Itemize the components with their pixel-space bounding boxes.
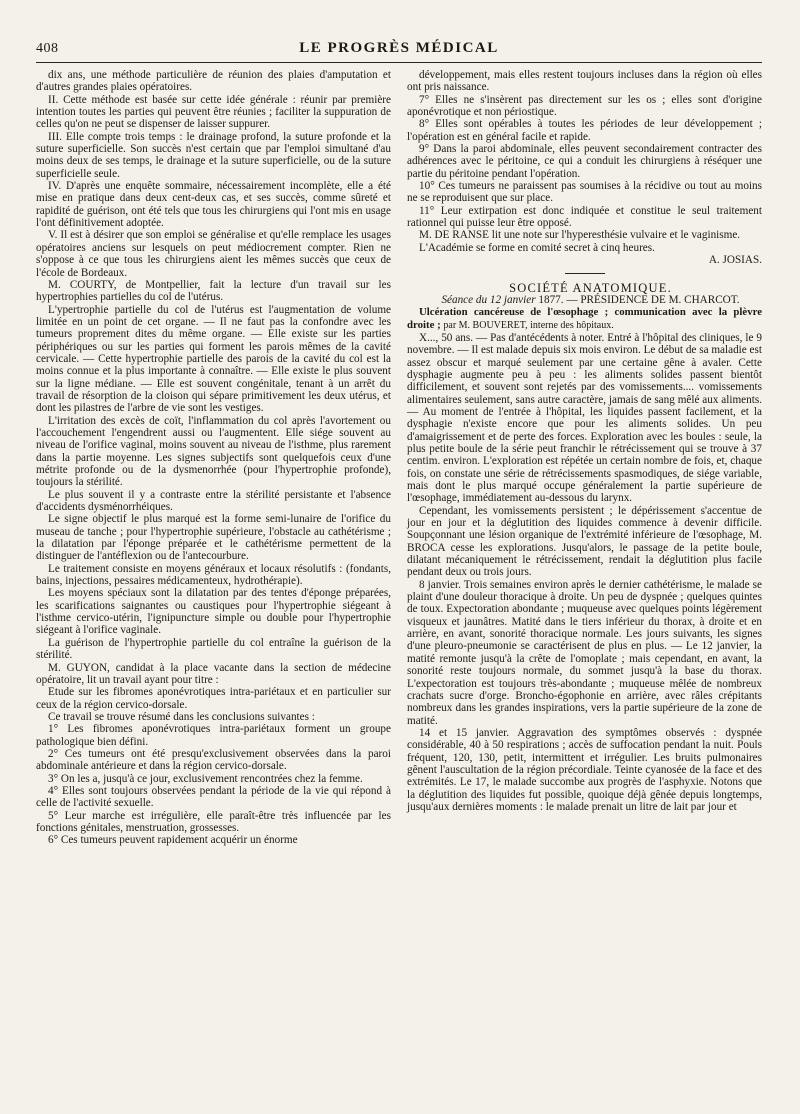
journal-title: LE PROGRÈS MÉDICAL — [299, 40, 499, 56]
right-column-case-report — [407, 332, 762, 813]
paragraph: 11° Leur extirpation est donc indiquée et constitue le seul traitement rationnel qui puisse leur être opposé. — [407, 204, 762, 230]
article-title — [407, 306, 762, 332]
paragraph: 14 et 15 janvier. Aggravation des symptômes observés : dyspnée considérable, 40 à 50 respirations ; accès de suffocation pendant la nuit. Pouls fréquent, 120, 130, petit, intermittent et irrégulier. Les bruits pulmonaires gênent l'auscultation de la région précordiale. Teinte cyanosée de la face et des extrémités. Le 17, le malade succombe aux progrès de l'asphyxie. Notons que la déglutition des liquides fut possible, quoique déjà gênée depuis longtemps, jusqu'aux dernières moments : le malade prenait un litre de lait par jour et — [407, 726, 762, 813]
paragraph: 2° Ces tumeurs ont été presqu'exclusivement observées dans la paroi abdominale antérieure et dans la région cervico-dorsale. — [36, 747, 391, 773]
paragraph: 9° Dans la paroi abdominale, elles peuvent secondairement contracter des adhérences avec le péritoine, ce qui a conduit les chirurgiens à réséquer une partie du péritoine pendant l'opération. — [407, 143, 762, 180]
paragraph: L'ypertrophie partielle du col de l'utérus est l'augmentation de volume limitée en un point de cet organe. — Il ne faut pas la confondre avec les tumeurs proprement dites du même organe. — Elle existe sur les parties périphériques ou sur les parties qui forment les parois mêmes de la cavité cervicale. — Cette hypertrophie partielle des parois de la cavité du col est la moins connue et la plus importante à connaître. — Elle existe le plus souvent sur la ligne médiane. — Elle est souvent congénitale, tenant à un arrêt du travail de résorption de la cloison qui sépare primitivement les deux utérus, et dont les pilastres de l'arbre de vie sont les vestiges. — [36, 303, 391, 415]
paragraph: II. Cette méthode est basée sur cette idée générale : réunir par première intention toutes les parties qui peuvent être réunies ; faciliter la suppuration de celles qu'on ne peut se dispenser de laisser suppurer. — [36, 93, 391, 131]
paragraph: Le plus souvent il y a contraste entre la stérilité persistante et l'absence d'accidents dysménorrhéiques. — [36, 488, 391, 514]
article-author: par M. BOUVERET, interne des hôpitaux. — [443, 319, 614, 331]
paragraph: IV. D'après une enquête sommaire, nécessairement incomplète, elle a été mise en pratique dans deux cent-deux cas, et ses succès, comme sûreté et rapidité de guérison, ont été tels que tous les chirurgiens qui l'ont mis en usage l'ont définitivement adoptée. — [36, 180, 391, 230]
paragraph: III. Elle compte trois temps : le drainage profond, la suture profonde et la suture superficielle. Son succès n'est certain que par l'emploi simultané d'au moins deux de ses temps, le drainage et la suture superficielle, ou de la suture superficielle seule. — [36, 130, 391, 180]
paragraph: 3° On les a, jusqu'à ce jour, exclusivement rencontrées chez la femme. — [48, 772, 363, 785]
paragraph: dix ans, une méthode particulière de réunion des plaies d'amputation et d'autres grandes plaies opératoires. — [36, 69, 391, 94]
paragraph: M. GUYON, candidat à la place vacante dans la section de médecine opératoire, lit un travail ayant pour titre : — [36, 661, 391, 686]
paragraph: développement, mais elles restent toujours incluses dans la région où elles ont pris naissance. — [407, 69, 762, 94]
page-number: 408 — [36, 41, 59, 56]
paragraph: 7° Elles ne s'insèrent pas directement sur les os ; elles sont d'origine aponévrotique et non périostique. — [407, 93, 762, 119]
paragraph: 5° Leur marche est irrégulière, elle paraît-être très influencée par les fonctions génitales, menstruation, grossesses. — [36, 809, 391, 834]
seance-date: Séance du 12 janvier — [441, 293, 536, 306]
right-column — [407, 69, 762, 1109]
paragraph: 8° Elles sont opérables à toutes les périodes de leur développement ; l'opération est en général facile et rapide. — [407, 118, 762, 143]
running-head — [36, 40, 762, 63]
section-title: SOCIÉTÉ ANATOMIQUE. — [509, 280, 672, 295]
paragraph: V. Il est à désirer que son emploi se généralise et qu'elle remplace les usages opératoires anciens sur lesquels on peut médiocrement compter. Rien ne s'oppose à ce que tous les chirurgiens aient les mêmes succès que ceux de l'école de Bordeaux. — [36, 229, 391, 279]
paragraph: Ce travail se trouve résumé dans les conclusions suivantes : — [48, 710, 315, 723]
paragraph: X..., 50 ans. — Pas d'antécédents à noter. Entré à l'hôpital des cliniques, le 9 novembre. — Il est malade depuis six mois environ. Le début de sa maladie est assez obscur et marqué seulement par une certaine gêne à avaler. Cette dysphagie augmente peu à peu : les aliments solides passent bientôt difficilement, et souvent sont rejetés par des vomissements.... vomissements alimentaires seulement, sans autre caractère, jamais de sang mêlé aux aliments. — Au moment de l'entrée à l'hôpital, les liquides passent facilement, et la dysphagie n'existe encore que pour les aliments solides. Un peu d'amaigrissement et de perte des forces. Exploration avec les boules : seule, la plus petite boule de la série peut franchir le rétrécissement qui se trouve à 37 centim. environ. L'exploration est répétée un certain nombre de fois, et, chaque fois, on constate une série de rétrécissements spasmodiques, de siége variable, mais dont le plus marqué occupe généralement la partie supérieure de l'œsophage, immédiatement au-dessous du larynx. — [407, 331, 762, 505]
paragraph: La guérison de l'hypertrophie partielle du col entraîne la guérison de la stérilité. — [36, 636, 391, 662]
paragraph: Le signe objectif le plus marqué est la forme semi-lunaire de l'orifice du museau de tanche ; pour l'hypertrophie supérieure, l'obstacle au cathétérisme ; la dilatation par l'éponge préparée et le cathétérisme permettent de la distinguer de l'antéflexion ou de l'antecourbure. — [36, 513, 391, 563]
paragraph: M. COURTY, de Montpellier, fait la lecture d'un travail sur les hypertrophies partielles du col de l'utérus. — [36, 278, 391, 304]
paragraph: M. DE RANSE lit une note sur l'hyperesthésie vulvaire et le vaginisme. — [419, 229, 741, 242]
paragraph: Cependant, les vomissements persistent ; le dépérissement s'accentue de jour en jour et la déglutition des liquides commence à devenir difficile. Soupçonnant une lésion organique de l'extrémité inférieure de l'œsophage, M. BROCA cesse les explorations. Jusqu'alors, le passage de la petite boule, dilatant mécaniquement le rétrécissement, rendait la déglutition plus facile pendant deux ou trois jours. — [407, 504, 762, 579]
paragraph: L'Académie se forme en comité secret à cinq heures. — [419, 241, 655, 254]
separator-rule — [565, 273, 605, 274]
paragraph: L'irritation des excès de coït, l'inflammation du col après l'avortement ou l'accouchement l'engendrent aussi ou l'augmentent. Elle siége souvent au niveau de l'orifice vaginal, moins souvent au niveau de l'isthme, plus rarement dans la partie moyenne. Les signes subjectifs sont quelquefois ceux d'une métrite profonde ou de la dysmenorrhée (pour l'hypertrophie profonde), toujours la stérilité. — [36, 414, 391, 489]
author-signature: A. JOSIAS. — [708, 254, 762, 267]
paragraph: 8 janvier. Trois semaines environ après le dernier cathétérisme, le malade se plaint d'une douleur thoracique à droite. Un peu de dyspnée ; quelques quintes de toux. Expectoration abondante ; muqueuse avec quelques points légèrement visqueux et jaunâtres. Matité dans le tiers inférieur du thorax, à droite et en arrière, en avant, sonorité thoracique normale. Les jours suivants, les signes d'une pleuro-pneumonie se caractérisent de plus en plus. — Le 12 janvier, la matité remonte jusqu'à la crête de l'omoplate ; mais cependant, en avant, la sonorité reste toujours normale, du sommet jusqu'à la base du thorax. L'expectoration est toujours très-abondante ; muqueuse mêlée de nombreux crachats sucre d'orge. Broncho-égophonie en arrière, avec râles crépitants nombreux dans les grandes inspirations, vers la partie supérieure de la zone de matité. — [407, 578, 762, 727]
paragraph: 10° Ces tumeurs ne paraissent pas soumises à la récidive ou tout au moins ne se reproduisent que sur place. — [407, 180, 762, 205]
paragraph: 4° Elles sont toujours observées pendant la période de la vie qui répond à celle de l'activité sexuelle. — [36, 784, 391, 810]
seance-line — [407, 294, 762, 306]
paragraph: 6° Ces tumeurs peuvent rapidement acquérir un énorme — [48, 834, 298, 847]
article-title-text: Ulcération cancéreuse de l'œsophage ; communication avec la plèvre droite ; — [407, 306, 762, 331]
paragraph: Etude sur les fibromes aponévrotiques intra-pariétaux et en particulier sur ceux de la région cervico-dorsale. — [36, 686, 391, 711]
seance-presidence: 1877. — PRÉSIDENCE DE M. CHARCOT. — [538, 293, 740, 306]
text-columns — [36, 69, 762, 1109]
left-column — [36, 69, 391, 1109]
paragraph: Les moyens spéciaux sont la dilatation par des tentes d'éponge préparées, les scarifications saignantes ou caustiques pour l'hypertrophie siégeant à l'isthme cervico-utérin, l'ignipuncture simple ou double pour l'hypertrophie siégeant à l'orifice vaginale. — [36, 587, 391, 637]
paragraph: 1° Les fibromes aponévrotiques intra-pariétaux forment un groupe pathologique bien défini. — [36, 723, 391, 748]
right-column-upper-paragraphs — [407, 69, 762, 254]
paragraph: Le traitement consiste en moyens généraux et locaux résolutifs : (fondants, bains, injections, pessaires médicamenteux, hydrothérapie). — [36, 562, 391, 588]
